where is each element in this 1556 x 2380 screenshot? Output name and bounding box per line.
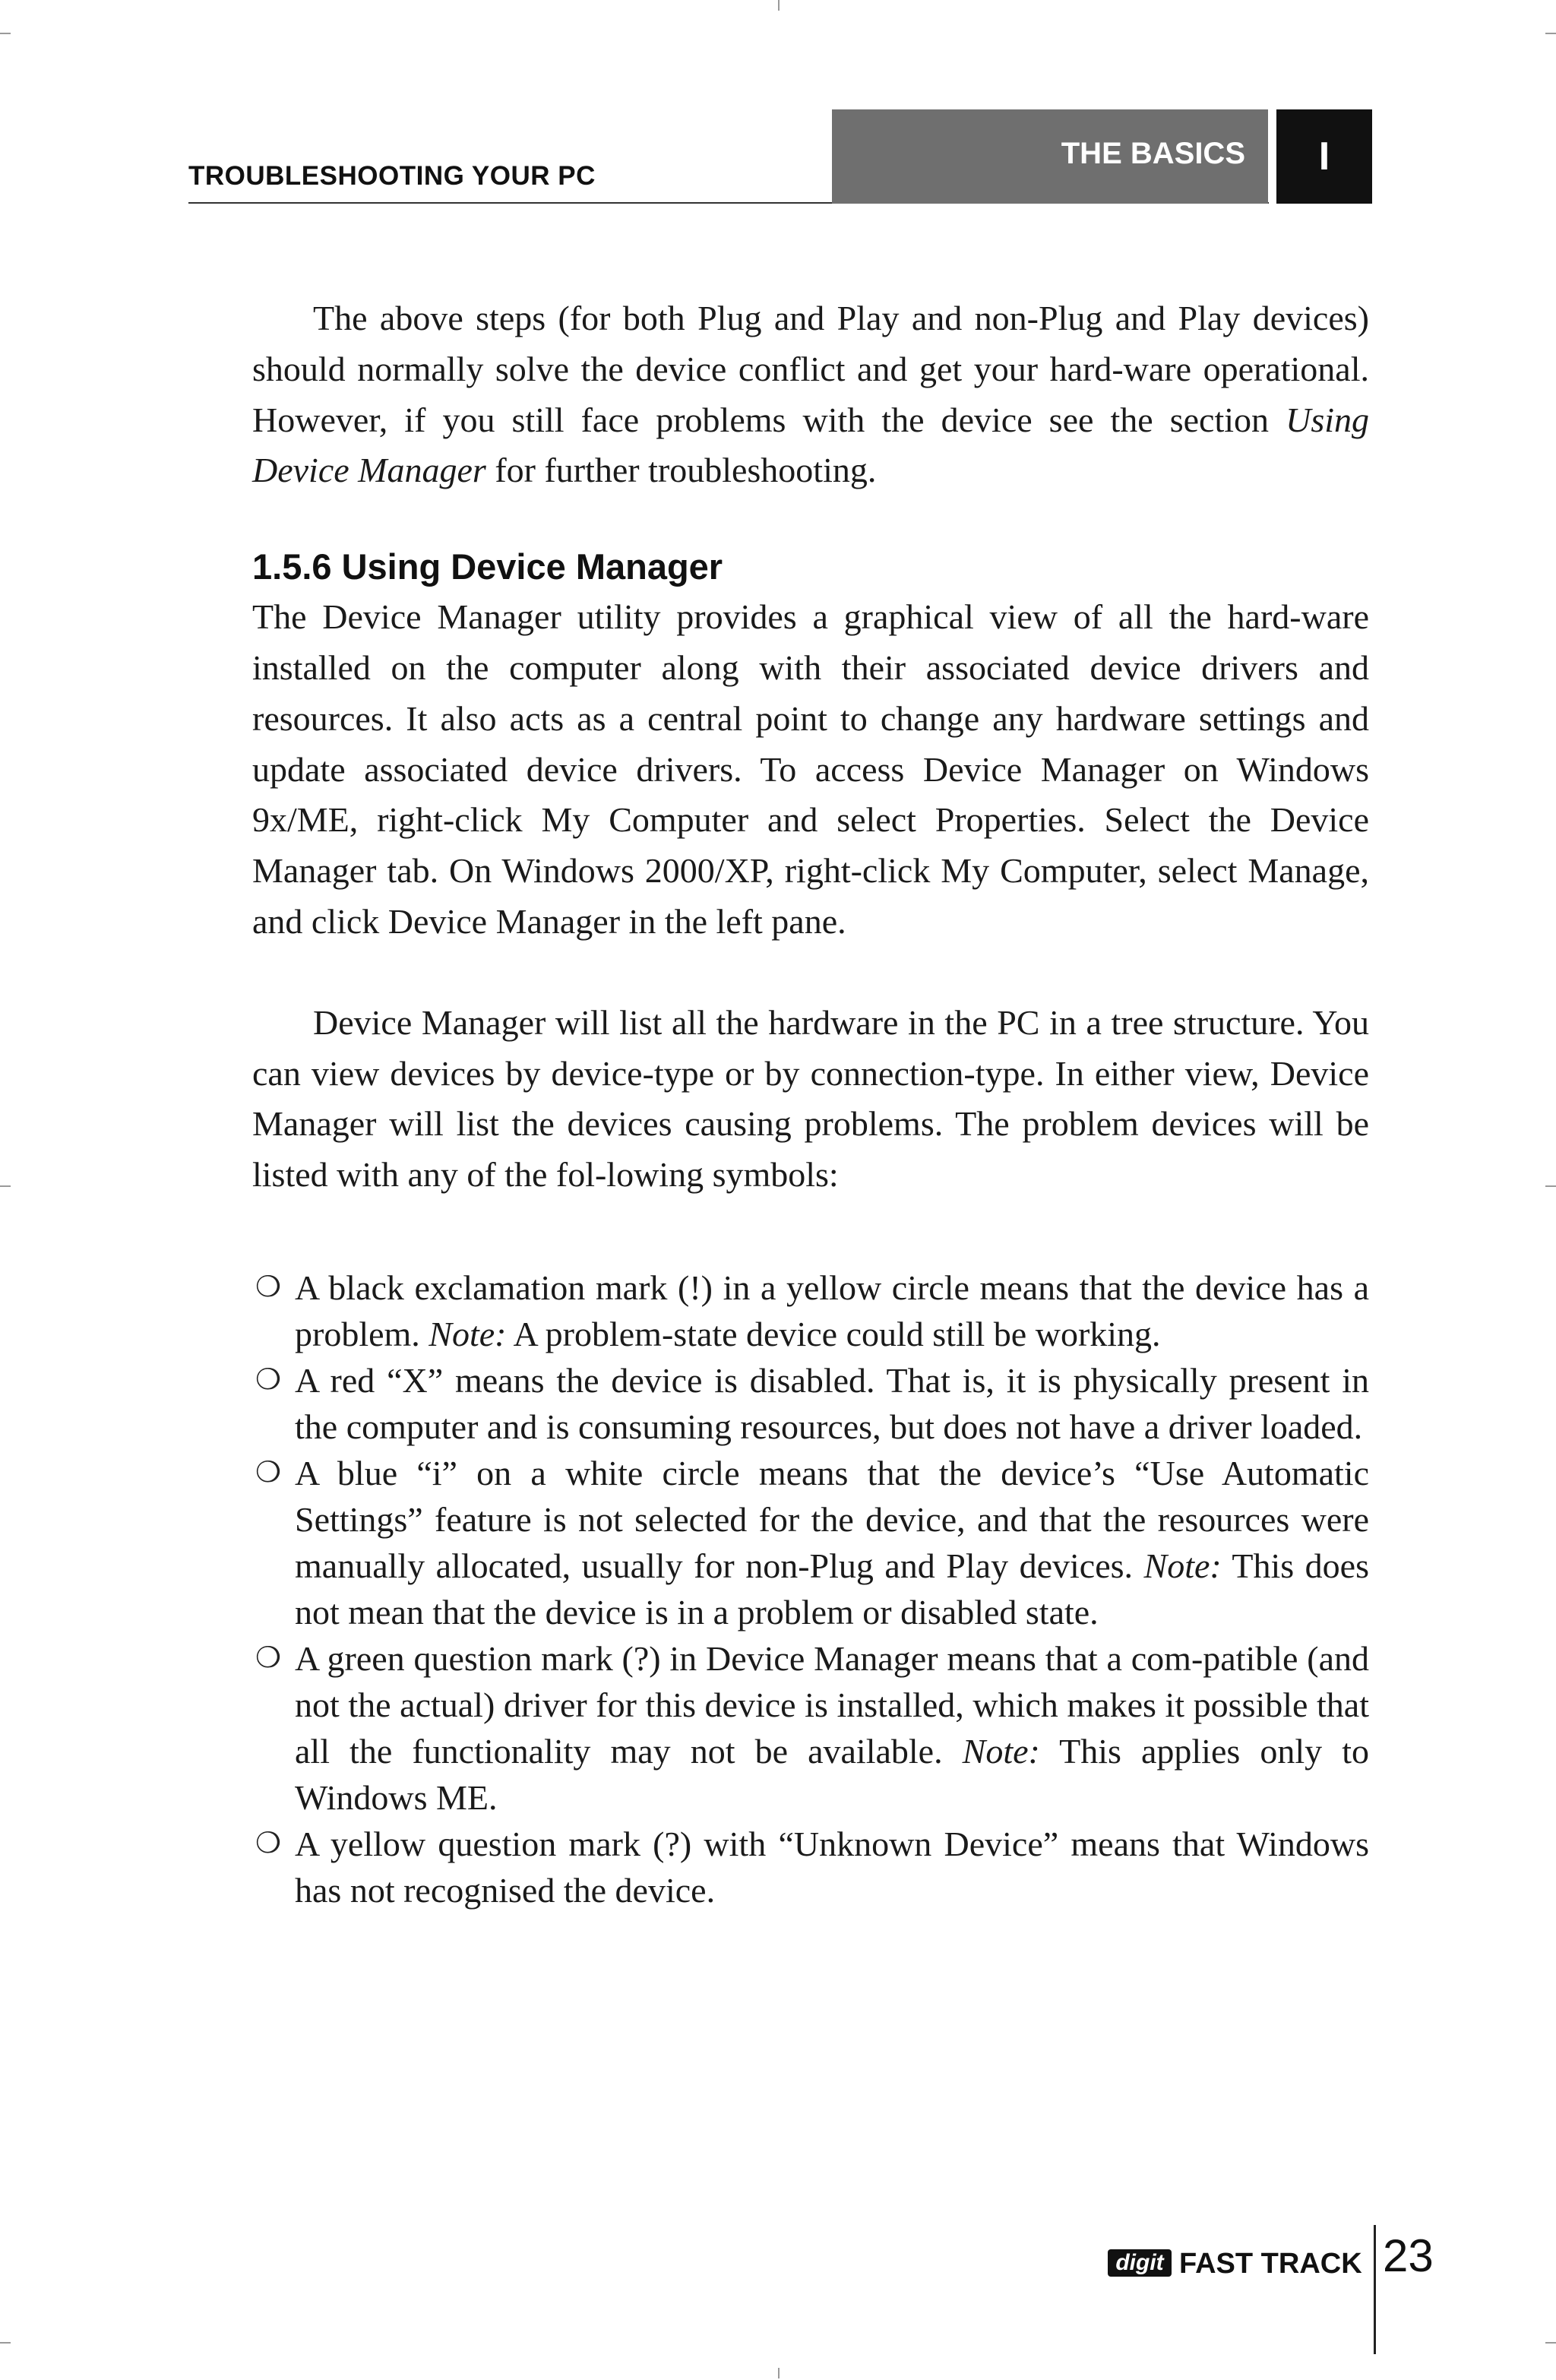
symbol-list bbox=[252, 1264, 1369, 1913]
page-body bbox=[252, 293, 1369, 1913]
bullet-icon: ❍ bbox=[255, 1641, 282, 1674]
crop-mark bbox=[778, 0, 780, 11]
paragraph: The Device Manager utility provides a graphical view of all the hard-ware installed on the computer along with their associated device drivers and resources. It also acts as a central point to change any hardware settings and update associated device drivers. To access Device Manager on Windows 9x/ME, right-click My Computer and select Properties. Select the Device Manager tab. On Windows 2000/XP, right-click My Computer, select Manage, and click Device Manager in the left pane. bbox=[252, 597, 1369, 941]
paragraph: Device Manager will list all the hardware in the PC in a tree structure. You can view devices by device-type or by connection-type. In either view, Device Manager will list the devices causing problems. The problem devices will be listed with any of the fol-lowing symbols: bbox=[252, 1002, 1369, 1195]
note-label: Note: bbox=[1143, 1546, 1222, 1585]
note-label: Note: bbox=[429, 1314, 507, 1353]
chapter-marker: I bbox=[1276, 109, 1372, 204]
bullet-icon: ❍ bbox=[255, 1271, 282, 1303]
page-number: 23 bbox=[1383, 2230, 1434, 2281]
crop-mark bbox=[1545, 2342, 1556, 2344]
list-item: ❍ A yellow question mark (?) with “Unknown Device” means that Windows has not recognised the device. bbox=[252, 1821, 1369, 1913]
list-item: ❍ A green question mark (?) in Device Manager means that a com-patible (and not the actual) driver for this device is installed, which makes it possible that all the functionality may not be available. Note: This applies only to Windows ME. bbox=[252, 1635, 1369, 1821]
crop-mark bbox=[1545, 33, 1556, 34]
list-item: ❍ A red “X” means the device is disabled. That is, it is physically present in the computer and is consuming resources, but does not have a driver loaded. bbox=[252, 1357, 1369, 1450]
crop-mark bbox=[0, 33, 11, 34]
section-heading: 1.5.6 Using Device Manager bbox=[252, 546, 723, 587]
bullet-icon: ❍ bbox=[255, 1827, 282, 1859]
note-label: Note: bbox=[962, 1731, 1040, 1771]
bullet-icon: ❍ bbox=[255, 1363, 282, 1396]
crop-mark bbox=[778, 2368, 780, 2378]
running-title: TROUBLESHOOTING YOUR PC bbox=[188, 161, 596, 191]
intro-paragraph: The above steps (for both Plug and Play and non-Plug and Play devices) should normally solve the device conflict and get your hard-ware operational. However, if you still face problems with the device see the section Using Device Manager for further troubleshooting. bbox=[252, 299, 1369, 490]
page-footer bbox=[1064, 2225, 1444, 2354]
bullet-icon: ❍ bbox=[255, 1456, 282, 1489]
list-item: ❍ A blue “i” on a white circle means that the device’s “Use Automatic Settings” feature is not selected for the device, and that the resources were manually allocated, usually for non-Plug and Play devices. Note: This does not mean that the device is in a problem or disabled state. bbox=[252, 1450, 1369, 1635]
section-tab: THE BASICS bbox=[832, 109, 1268, 204]
list-item: ❍ A black exclamation mark (!) in a yellow circle means that the device has a problem. Note: A problem-state device could still be working. bbox=[252, 1264, 1369, 1357]
section-reference: Using Device Manager bbox=[252, 400, 1369, 490]
digit-logo: digit bbox=[1108, 2249, 1172, 2277]
footer-rule bbox=[1374, 2225, 1376, 2354]
crop-mark bbox=[0, 2342, 11, 2344]
footer-label: FAST TRACK bbox=[1179, 2248, 1362, 2280]
crop-mark bbox=[1545, 1185, 1556, 1187]
crop-mark bbox=[0, 1185, 11, 1187]
